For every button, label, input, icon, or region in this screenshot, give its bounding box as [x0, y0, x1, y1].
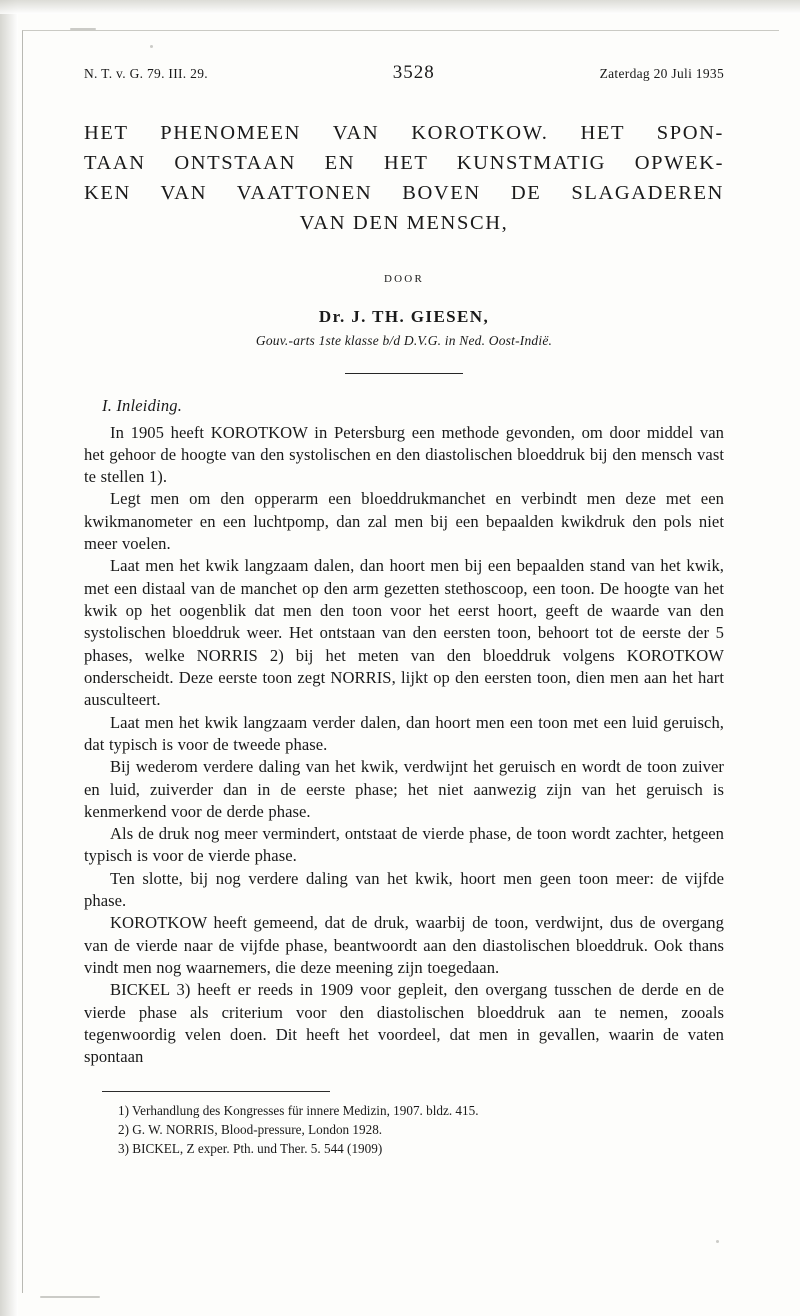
- page-top-shadow: [0, 0, 800, 14]
- paragraph: Als de druk nog meer vermindert, ontstaat de vierde phase, de toon wordt zachter, hetgeen typisch is voor de vierde phase.: [84, 824, 724, 866]
- footnote-list: [118, 1101, 724, 1159]
- title-line-3: KEN VAN VAATTONEN BOVEN DE SLAGADEREN: [84, 182, 724, 205]
- running-head: [84, 62, 724, 84]
- by-word: DOOR: [384, 272, 424, 285]
- divider-rule: [345, 373, 463, 374]
- paragraph: Laat men het kwik langzaam dalen, dan hoort men bij een bepaalden stand van het kwik, met een distaal van de manchet op den arm gezetten stethoscoop, een toon. De hoogte van het kwik op het oogenblik dat men den toon voor het eerst hoort, geeft de waarde van den systolischen bloeddruk weer. Het ontstaan van den eersten toon, behoort tot de eerste der 5 phases, welke NORRIS 2) bij het meten van den bloeddruk volgens KOROTKOW onderscheidt. Deze eerste toon zegt NORRIS, lijkt op den eersten toon, dien men aan het hart ausculteert.: [84, 556, 724, 710]
- page-left-shadow: [0, 0, 18, 1316]
- journal-reference: N. T. v. G. 79. III. 29.: [84, 66, 208, 81]
- paragraph: Bij wederom verdere daling van het kwik, verdwijnt het geruisch en wordt de toon zuiver en luid, zuiverder dan in de eerste phase; het niet aanwezig zijn van het geruisch is kenmerkend voor de derde phase.: [84, 757, 724, 821]
- section-heading: I. Inleiding.: [102, 395, 183, 415]
- scan-speck: [716, 1240, 719, 1243]
- title-line-4: VAN DEN MENSCH,: [299, 212, 509, 235]
- title-line-1: HET PHENOMEEN VAN KOROTKOW. HET SPON-: [84, 122, 724, 144]
- paragraph: Ten slotte, bij nog verdere daling van het kwik, hoort men geen toon meer: de vijfde phase.: [84, 868, 724, 911]
- page-number: 3528: [392, 62, 435, 83]
- paragraph: Legt men om den opperarm een bloeddrukmanchet en verbindt men deze met een kwikmanometer en een luchtpomp, dan zal men bij een bepaalden kwikdruk den pols niet meer voelen.: [84, 489, 724, 554]
- footnote-item: 2) G. W. NORRIS, Blood-pressure, London 1928.: [118, 1121, 383, 1137]
- paragraph: Laat men het kwik langzaam verder dalen, dan hoort men een toon met een luid geruisch, dat typisch is voor de tweede phase.: [84, 712, 724, 754]
- footnote-item: 3) BICKEL, Z exper. Pth. und Ther. 5. 544 (1909): [118, 1141, 383, 1157]
- author-name: Dr. J. TH. GIESEN,: [318, 306, 490, 326]
- issue-date: Zaterdag 20 Juli 1935: [599, 66, 724, 81]
- article-title: [84, 118, 724, 239]
- footnote-rule: [102, 1091, 330, 1092]
- author-affiliation: Gouv.-arts 1ste klasse b/d D.V.G. in Ned. Oost-Indië.: [255, 332, 553, 348]
- paragraph: In 1905 heeft KOROTKOW in Petersburg een methode gevonden, om door middel van het gehoor de hoogte van den systolischen en den diastolischen bloeddruk bij den mensch vast te stellen 1).: [84, 422, 724, 487]
- scan-speck: [70, 28, 96, 30]
- footnote-item: 1) Verhandlung des Kongresses für innere Medizin, 1907. bldz. 415.: [118, 1102, 479, 1118]
- scan-speck: [150, 45, 153, 48]
- scan-speck: [40, 1296, 100, 1298]
- document-content: [84, 62, 724, 1158]
- paragraph: BICKEL 3) heeft er reeds in 1909 voor gepleit, den overgang tusschen de derde en de vierde phase als criterium voor den diastolischen bloeddruk aan te nemen, zooals tegenwoordig velen doen. Dit heeft het voordeel, dat men in gevallen, waarin de vaten spontaan: [84, 980, 724, 1067]
- title-line-2: TAAN ONTSTAAN EN HET KUNSTMATIG OPWEK-: [84, 152, 724, 175]
- paragraph: KOROTKOW heeft gemeend, dat de druk, waarbij de toon, verdwijnt, dus de overgang van de vierde naar de vijfde phase, beantwoordt aan den diastolischen bloeddruk. Ook thans vindt men nog waarnemers, die deze meening zijn toegedaan.: [84, 913, 724, 977]
